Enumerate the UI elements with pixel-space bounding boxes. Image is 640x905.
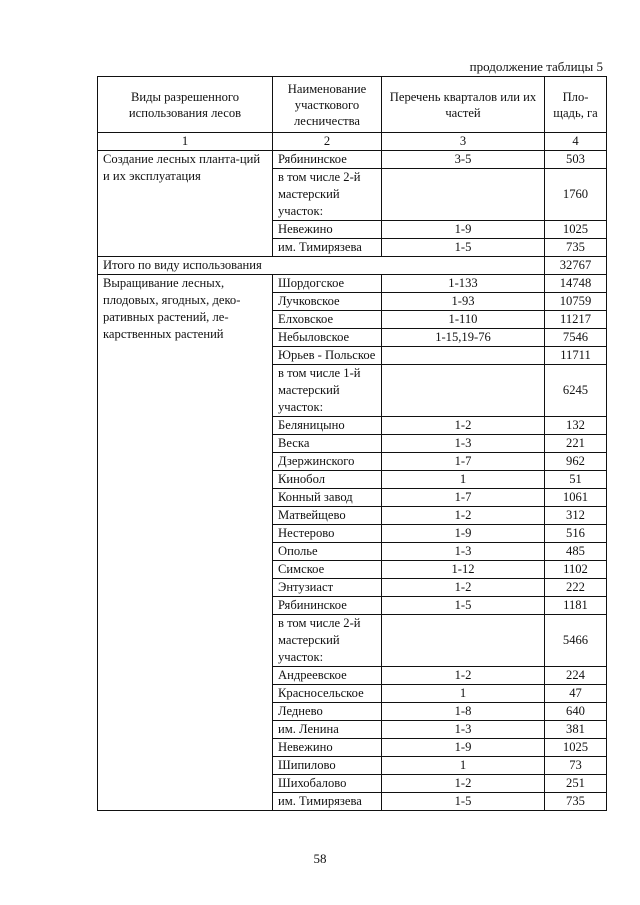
forestry-name-cell: Невежино bbox=[273, 739, 382, 757]
forestry-name-cell: Веска bbox=[273, 435, 382, 453]
forestry-name-cell: Леднево bbox=[273, 703, 382, 721]
area-cell: 735 bbox=[545, 239, 607, 257]
area-cell: 1181 bbox=[545, 597, 607, 615]
forestry-name-cell: им. Тимирязева bbox=[273, 239, 382, 257]
area-cell: 1102 bbox=[545, 561, 607, 579]
blocks-cell: 1-7 bbox=[382, 453, 545, 471]
forestry-name-cell: в том числе 2-й мастерский участок: bbox=[273, 615, 382, 667]
table-caption: продолжение таблицы 5 bbox=[469, 59, 603, 74]
blocks-cell bbox=[382, 365, 545, 417]
forestry-name-cell: в том числе 1-й мастерский участок: bbox=[273, 365, 382, 417]
area-cell: 11217 bbox=[545, 311, 607, 329]
page-number: 58 bbox=[313, 851, 327, 866]
forestry-name-cell: Небыловское bbox=[273, 329, 382, 347]
forestry-name-cell: Нестерово bbox=[273, 525, 382, 543]
blocks-cell bbox=[382, 347, 545, 365]
area-cell: 962 bbox=[545, 453, 607, 471]
blocks-cell: 1-3 bbox=[382, 543, 545, 561]
section-plantations bbox=[98, 151, 607, 257]
area-cell: 221 bbox=[545, 435, 607, 453]
forestry-name-cell: Андреевское bbox=[273, 667, 382, 685]
blocks-cell: 1 bbox=[382, 685, 545, 703]
forestry-name-cell: Дзержинского bbox=[273, 453, 382, 471]
blocks-cell: 3-5 bbox=[382, 151, 545, 169]
area-cell: 224 bbox=[545, 667, 607, 685]
forestry-name-cell: им. Тимирязева bbox=[273, 793, 382, 811]
blocks-cell bbox=[382, 615, 545, 667]
area-cell: 73 bbox=[545, 757, 607, 775]
blocks-cell: 1-133 bbox=[382, 275, 545, 293]
blocks-cell: 1-8 bbox=[382, 703, 545, 721]
blocks-cell: 1-2 bbox=[382, 417, 545, 435]
section-cultivation bbox=[98, 275, 607, 811]
column-number: 3 bbox=[382, 133, 545, 151]
area-cell: 47 bbox=[545, 685, 607, 703]
area-cell: 1061 bbox=[545, 489, 607, 507]
area-cell: 7546 bbox=[545, 329, 607, 347]
forestry-name-cell: Беляницыно bbox=[273, 417, 382, 435]
blocks-cell: 1-2 bbox=[382, 667, 545, 685]
area-cell: 6245 bbox=[545, 365, 607, 417]
forestry-name-cell: Ополье bbox=[273, 543, 382, 561]
forestry-name-cell: Красносельское bbox=[273, 685, 382, 703]
forestry-name-cell: Симское bbox=[273, 561, 382, 579]
blocks-cell: 1-2 bbox=[382, 507, 545, 525]
header-row bbox=[98, 77, 607, 133]
blocks-cell: 1-7 bbox=[382, 489, 545, 507]
blocks-cell: 1-5 bbox=[382, 793, 545, 811]
area-cell: 222 bbox=[545, 579, 607, 597]
use-type-cell: Выращивание лесных, плодовых, ягодных, деко-ративных растений, ле-карственных растений bbox=[98, 275, 273, 811]
area-cell: 485 bbox=[545, 543, 607, 561]
area-cell: 381 bbox=[545, 721, 607, 739]
blocks-cell bbox=[382, 169, 545, 221]
forestry-name-cell: Юрьев - Польское bbox=[273, 347, 382, 365]
area-cell: 1025 bbox=[545, 739, 607, 757]
header-area: Пло-щадь, га bbox=[545, 77, 607, 133]
blocks-cell: 1 bbox=[382, 471, 545, 489]
blocks-cell: 1-5 bbox=[382, 239, 545, 257]
forestry-name-cell: Матвейщево bbox=[273, 507, 382, 525]
column-number: 1 bbox=[98, 133, 273, 151]
area-cell: 251 bbox=[545, 775, 607, 793]
total-area: 32767 bbox=[545, 257, 607, 275]
area-cell: 516 bbox=[545, 525, 607, 543]
blocks-cell: 1 bbox=[382, 757, 545, 775]
area-cell: 312 bbox=[545, 507, 607, 525]
forestry-name-cell: Шипилово bbox=[273, 757, 382, 775]
total-label: Итого по виду использования bbox=[98, 257, 545, 275]
area-cell: 132 bbox=[545, 417, 607, 435]
blocks-cell: 1-3 bbox=[382, 721, 545, 739]
area-cell: 51 bbox=[545, 471, 607, 489]
area-cell: 5466 bbox=[545, 615, 607, 667]
area-cell: 11711 bbox=[545, 347, 607, 365]
forest-use-table bbox=[97, 76, 607, 811]
area-cell: 503 bbox=[545, 151, 607, 169]
header-forestry-name: Наименование участкового лесничества bbox=[273, 77, 382, 133]
blocks-cell: 1-9 bbox=[382, 525, 545, 543]
blocks-cell: 1-9 bbox=[382, 739, 545, 757]
column-number: 4 bbox=[545, 133, 607, 151]
header-blocks: Перечень кварталов или их частей bbox=[382, 77, 545, 133]
use-type-cell: Создание лесных планта-ций и их эксплуатация bbox=[98, 151, 273, 257]
header-use-type: Виды разрешенного использования лесов bbox=[98, 77, 273, 133]
table-row bbox=[98, 275, 607, 293]
blocks-cell: 1-93 bbox=[382, 293, 545, 311]
blocks-cell: 1-2 bbox=[382, 579, 545, 597]
blocks-cell: 1-15,19-76 bbox=[382, 329, 545, 347]
blocks-cell: 1-9 bbox=[382, 221, 545, 239]
area-cell: 735 bbox=[545, 793, 607, 811]
blocks-cell: 1-3 bbox=[382, 435, 545, 453]
blocks-cell: 1-5 bbox=[382, 597, 545, 615]
total-row bbox=[98, 257, 607, 275]
area-cell: 1025 bbox=[545, 221, 607, 239]
forestry-name-cell: Энтузиаст bbox=[273, 579, 382, 597]
forestry-name-cell: Кинобол bbox=[273, 471, 382, 489]
area-cell: 640 bbox=[545, 703, 607, 721]
area-cell: 1760 bbox=[545, 169, 607, 221]
forestry-name-cell: Шордогское bbox=[273, 275, 382, 293]
area-cell: 14748 bbox=[545, 275, 607, 293]
forestry-name-cell: Рябининское bbox=[273, 151, 382, 169]
forestry-name-cell: Конный завод bbox=[273, 489, 382, 507]
area-cell: 10759 bbox=[545, 293, 607, 311]
forestry-name-cell: Елховское bbox=[273, 311, 382, 329]
forestry-name-cell: Невежино bbox=[273, 221, 382, 239]
blocks-cell: 1-2 bbox=[382, 775, 545, 793]
forestry-name-cell: Рябининское bbox=[273, 597, 382, 615]
forestry-name-cell: Шихобалово bbox=[273, 775, 382, 793]
forestry-name-cell: Лучковское bbox=[273, 293, 382, 311]
blocks-cell: 1-12 bbox=[382, 561, 545, 579]
forestry-name-cell: в том числе 2-й мастерский участок: bbox=[273, 169, 382, 221]
column-number: 2 bbox=[273, 133, 382, 151]
total-section bbox=[98, 257, 607, 275]
table-row bbox=[98, 151, 607, 169]
column-numbers-row bbox=[98, 133, 607, 151]
forestry-name-cell: им. Ленина bbox=[273, 721, 382, 739]
blocks-cell: 1-110 bbox=[382, 311, 545, 329]
